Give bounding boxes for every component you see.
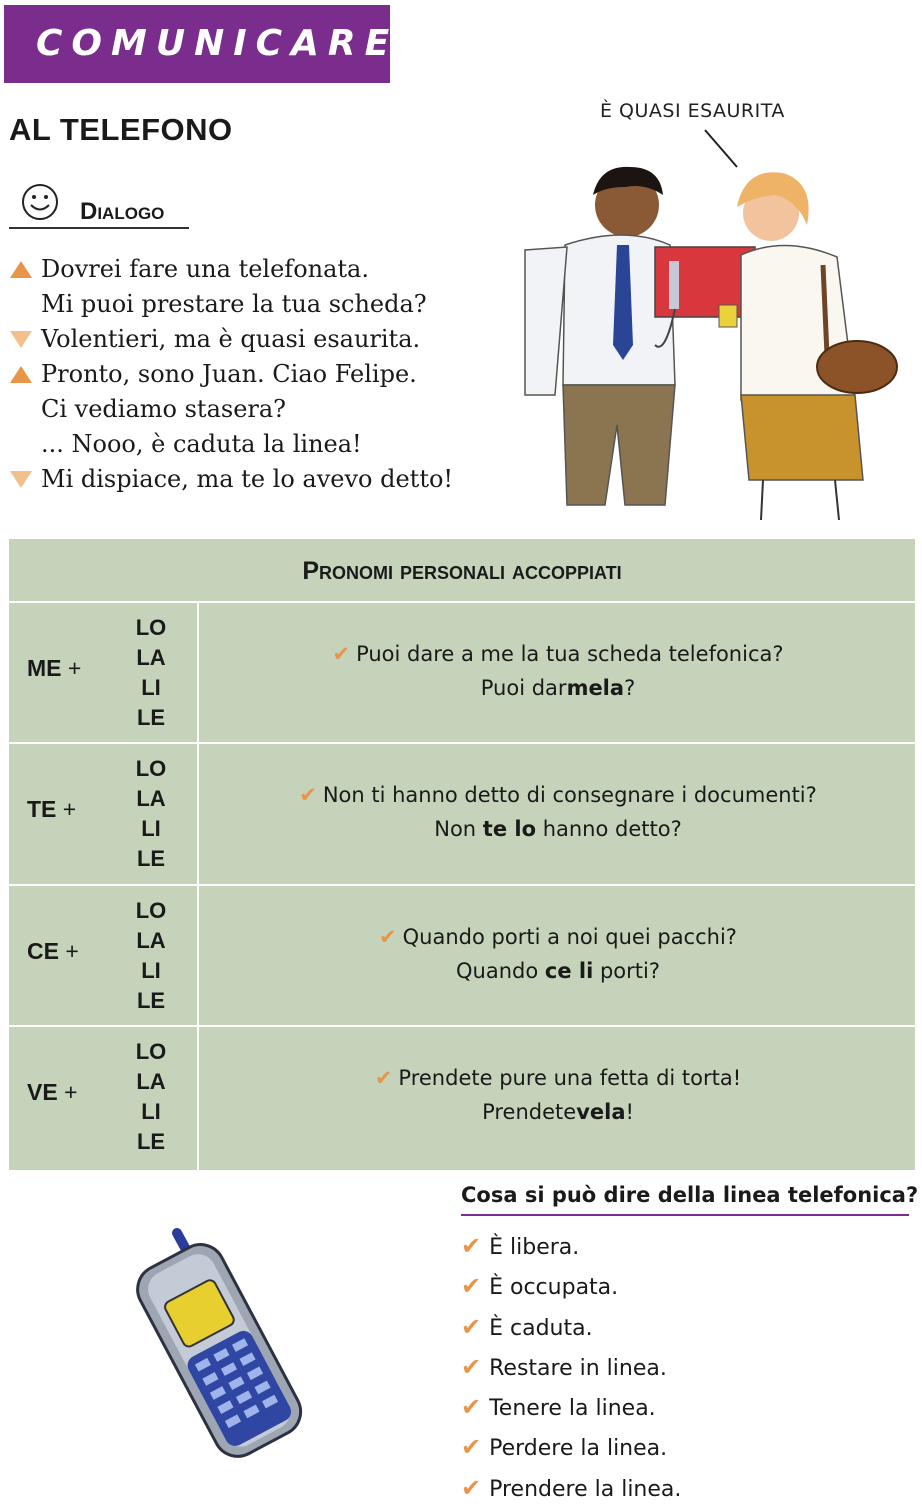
forms-cell — [131, 1037, 171, 1157]
dialog-text: ... Nooo, è caduta la linea! — [41, 430, 362, 458]
checkmark-icon: ✔ — [461, 1352, 482, 1381]
example-cell — [201, 920, 915, 988]
table-row — [9, 1027, 915, 1167]
pronoun-cell — [27, 796, 76, 823]
list-item — [461, 1349, 681, 1389]
form: LA — [136, 645, 166, 670]
checkmark-icon: ✔ — [461, 1433, 482, 1462]
question-text: Quando porti a noi quei pacchi? — [402, 925, 737, 949]
linea-list — [461, 1228, 681, 1510]
checkmark-icon: ✔ — [461, 1473, 482, 1502]
dialog-line — [10, 287, 490, 322]
list-item-text: È occupata. — [489, 1275, 619, 1301]
checkmark-icon: ✔ — [332, 642, 351, 666]
checkmark-icon: ✔ — [461, 1272, 482, 1301]
answer-text: Prendete — [482, 1100, 577, 1124]
example-answer — [201, 812, 915, 846]
form: LA — [136, 1069, 166, 1094]
list-item-text: Prendere la linea. — [489, 1476, 682, 1502]
dialog-text: Dovrei fare una telefonata. — [41, 255, 369, 283]
list-item — [461, 1429, 681, 1469]
mobile-phone-icon — [125, 1225, 315, 1465]
plus-sign: + — [67, 655, 82, 681]
checkmark-icon: ✔ — [461, 1232, 482, 1260]
list-item-text: Tenere la linea. — [489, 1396, 656, 1422]
dialog — [10, 252, 490, 497]
pronoun: ME — [27, 655, 62, 681]
form: LI — [141, 1099, 161, 1124]
page-title: AL TELEFONO — [9, 112, 233, 147]
heading-underline — [9, 227, 189, 229]
answer-text: ! — [625, 1100, 634, 1124]
dialog-line — [10, 322, 490, 357]
smiley-icon — [20, 182, 60, 222]
answer-text: Quando — [456, 959, 545, 983]
example-question — [201, 1061, 915, 1095]
list-item-text: Perdere la linea. — [489, 1436, 668, 1462]
banner-label: COMUNICARE — [36, 23, 399, 64]
form: LE — [136, 1129, 166, 1154]
answer-text: hanno detto? — [536, 817, 682, 841]
question-text: Puoi dare a me la tua scheda telefonica? — [356, 642, 784, 666]
answer-pronoun: vela — [576, 1100, 626, 1124]
pronoun-cell — [27, 938, 79, 965]
pronoun: CE — [27, 938, 59, 964]
answer-text: porti? — [593, 959, 660, 983]
dialog-line — [10, 462, 490, 497]
example-question — [201, 920, 915, 954]
dialog-text: Mi dispiace, ma te lo avevo detto! — [41, 465, 454, 493]
table-row — [9, 744, 915, 884]
example-cell — [201, 637, 915, 705]
form: LO — [135, 756, 167, 781]
form: LI — [141, 958, 161, 983]
form: LO — [135, 898, 167, 923]
dialog-line — [10, 357, 490, 392]
question-text: Non ti hanno detto di consegnare i documenti? — [322, 783, 817, 807]
answer-text: Non — [434, 817, 483, 841]
forms-cell — [131, 896, 171, 1016]
triangle-up-icon — [10, 366, 32, 383]
list-item — [461, 1309, 681, 1349]
plus-sign: + — [65, 938, 79, 964]
dialog-text: Pronto, sono Juan. Ciao Felipe. — [41, 360, 417, 388]
linea-title: Cosa si può dire della linea telefonica? — [461, 1183, 919, 1207]
form: LE — [136, 988, 166, 1013]
pronoun: VE — [27, 1079, 58, 1105]
checkmark-icon: ✔ — [374, 1066, 393, 1090]
list-item-text: È libera. — [489, 1235, 580, 1260]
dialog-text: Mi puoi prestare la tua scheda? — [41, 290, 427, 318]
form: LA — [136, 786, 166, 811]
dialog-line — [10, 427, 490, 462]
pronoun: TE — [27, 796, 57, 822]
answer-text: Puoi dar — [480, 676, 567, 700]
answer-pronoun: ce li — [544, 959, 594, 983]
list-item-text: Restare in linea. — [489, 1355, 667, 1381]
dialog-line — [10, 392, 490, 427]
list-item — [461, 1389, 681, 1429]
example-answer — [201, 671, 915, 705]
checkmark-icon: ✔ — [461, 1393, 482, 1422]
checkmark-icon: ✔ — [299, 783, 317, 807]
plus-sign: + — [64, 1079, 78, 1105]
answer-text: ? — [624, 676, 636, 700]
pronoun-cell — [27, 1079, 78, 1106]
form: LO — [135, 1039, 167, 1064]
example-question — [201, 778, 915, 812]
example-answer — [201, 1095, 915, 1129]
form: LE — [136, 846, 166, 871]
triangle-down-icon — [10, 471, 32, 488]
form: LO — [135, 615, 167, 640]
triangle-down-icon — [10, 331, 32, 348]
forms-cell — [131, 754, 171, 874]
triangle-up-icon — [10, 261, 32, 278]
linea-title-underline — [461, 1214, 909, 1216]
list-item — [461, 1268, 681, 1308]
phone-booth-illustration — [505, 95, 917, 525]
checkmark-icon: ✔ — [379, 925, 397, 949]
form: LE — [136, 705, 166, 730]
question-text: Prendete pure una fetta di torta! — [398, 1066, 742, 1090]
form: LI — [141, 816, 161, 841]
forms-cell — [131, 613, 171, 733]
answer-pronoun: mela — [566, 676, 625, 700]
table-row — [9, 603, 915, 743]
plus-sign: + — [62, 796, 77, 822]
dialog-line — [10, 252, 490, 287]
form: LA — [136, 928, 166, 953]
checkmark-icon: ✔ — [461, 1312, 482, 1341]
list-item — [461, 1228, 681, 1268]
form: LI — [141, 675, 161, 700]
pronomi-table — [9, 539, 915, 1170]
dialog-text: Volentieri, ma è quasi esaurita. — [41, 325, 421, 353]
dialog-text: Ci vediamo stasera? — [41, 395, 287, 423]
section-banner — [4, 5, 399, 83]
pronoun-cell — [27, 655, 81, 682]
example-cell — [201, 1061, 915, 1129]
example-answer — [201, 954, 915, 988]
speech-caption: È QUASI ESAURITA — [600, 100, 785, 122]
table-title: Pronomi personali accoppiati — [302, 557, 622, 585]
answer-pronoun: te lo — [482, 817, 537, 841]
example-question — [201, 637, 915, 671]
list-item — [461, 1470, 681, 1510]
table-row — [9, 886, 915, 1026]
example-cell — [201, 778, 915, 846]
dialogo-heading: Dialogo — [80, 198, 165, 225]
list-item-text: È caduta. — [489, 1315, 593, 1341]
